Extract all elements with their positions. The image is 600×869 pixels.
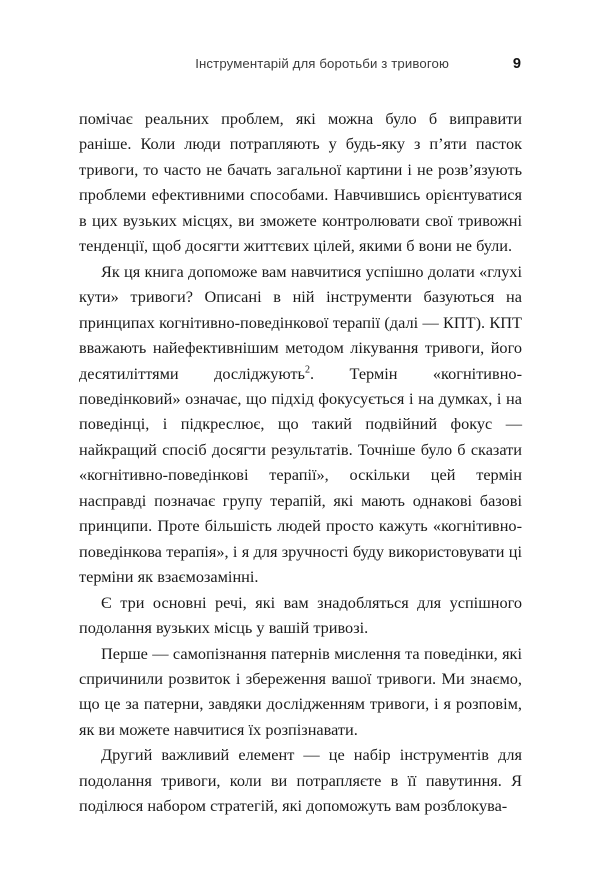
page-number: 9 bbox=[512, 56, 521, 72]
paragraph-5: Другий важливий елемент — це набір інструментів для подолання тривоги, коли ви потрапляєте в її павутиння. Я поділюся набором стратегій, які допоможуть вам розблокува- bbox=[79, 745, 522, 816]
paragraph-4: Перше — самопізнання патернів мислення та поведінки, які спричинили розвиток і збереження вашої тривоги. Ми знаємо, що це за патерни, завдяки дослідженням тривоги, і я розповім, як ви можете навчитися їх розпізнавати. bbox=[79, 643, 522, 739]
footnote-reference-icon: 2 bbox=[304, 364, 310, 376]
paragraph-3: Є три основні речі, які вам знадобляться для успішного подолання вузьких місць у вашій тривозі. bbox=[79, 592, 522, 638]
paragraph-1: помічає реальних проблем, які можна було б виправити раніше. Коли люди потрапляють у будь-яку з п’яти пасток тривоги, то часто не бачать загальної картини і не розв’язують проблеми ефективними способами. Навчившись орієнтуватися в цих вузьких місцях, ви зможете контролювати свої тривожні тенденції, щоб досягти життєвих цілей, якими б вони не були. bbox=[79, 109, 522, 256]
running-head-title: Інструментарій для боротьби з тривогою bbox=[195, 56, 449, 71]
paragraph-2-text-before-footnote: Як ця книга допоможе вам навчитися успішно долати «глухі кути» тривоги? Описані в ній інструменти базуються на принципах когнітивно-поведінкової терапії (далі — КПТ). КПТ вважають найефективнішим методом лікування тривоги, його десятиліттями досліджують bbox=[79, 261, 522, 383]
body-text-block bbox=[79, 106, 522, 819]
paragraph-2 bbox=[79, 259, 522, 590]
paragraph-2-text-after-footnote: . Термін «когнітивно-поведінковий» означає, що підхід фокусується і на думках, і на поведінці, і підкреслює, що такий подвійний фокус — найкращий спосіб досягти результатів. Точніше було б сказати «когнітивно-поведінкові терапії», оскільки цей термін насправді позначає групу терапій, які мають однакові базові принципи. Проте більшість людей просто кажуть «когнітивно-поведінкова терапія», і я для зручності буду використовувати ці терміни як взаємозамінні. bbox=[79, 363, 522, 587]
running-head bbox=[79, 54, 521, 78]
